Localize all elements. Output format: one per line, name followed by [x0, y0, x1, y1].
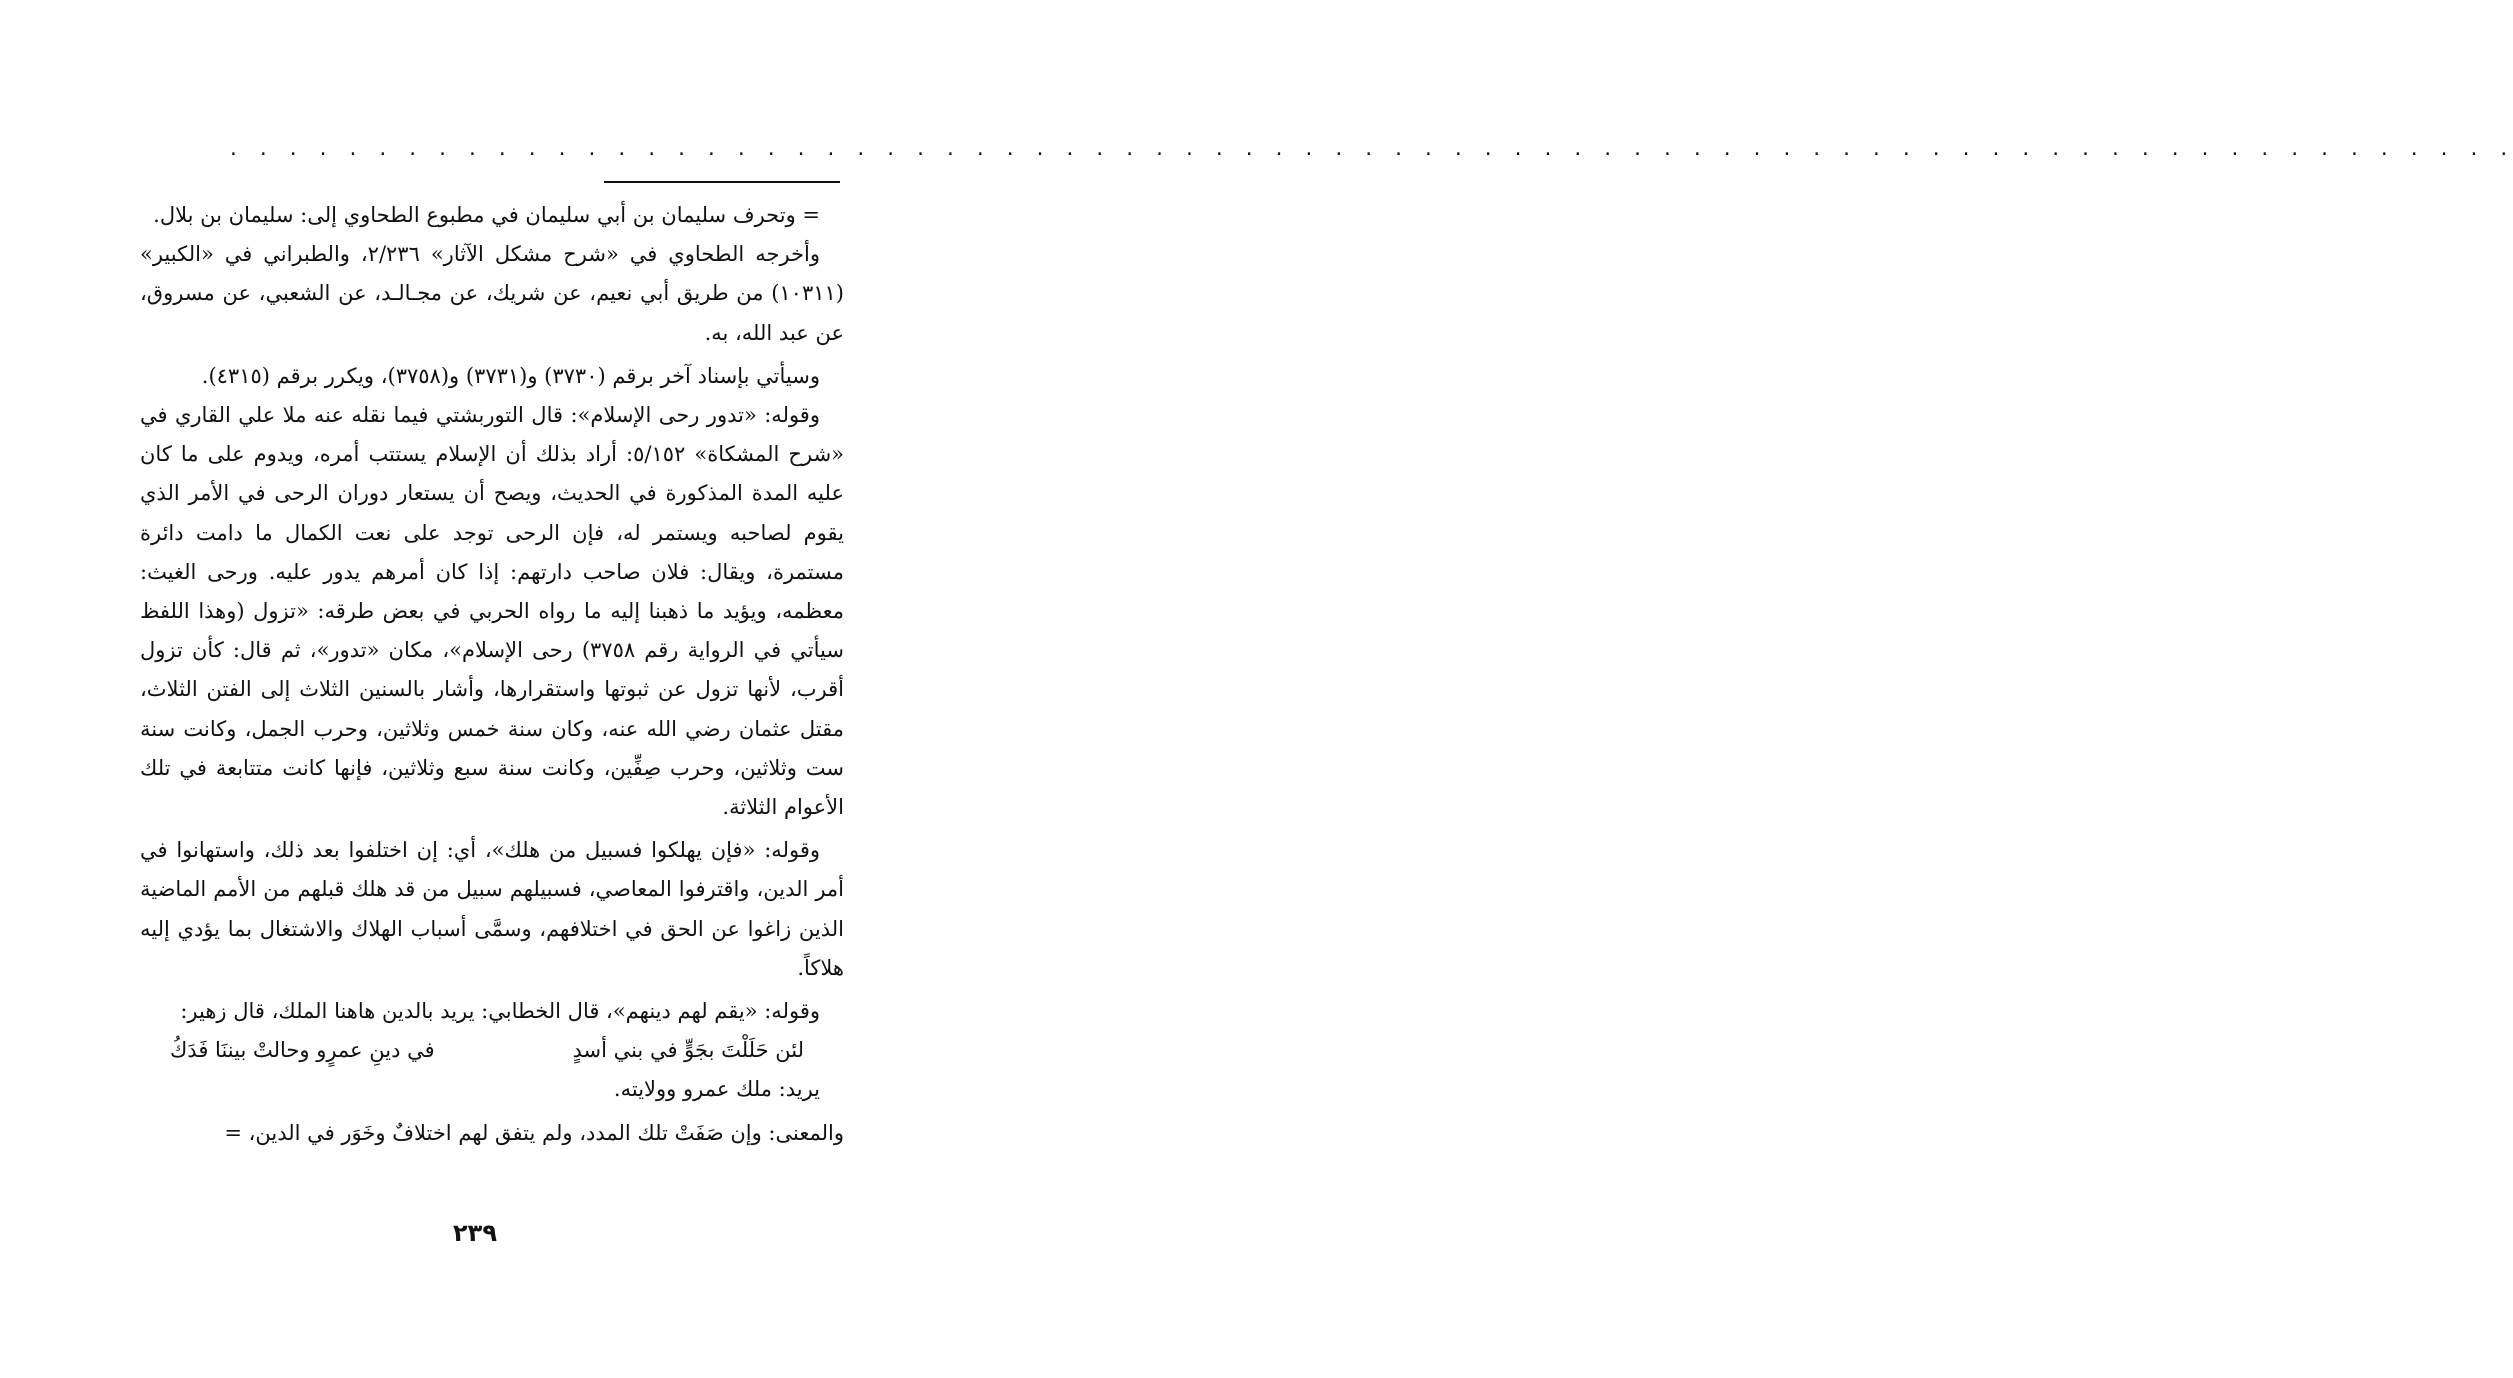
footnote-rule: [604, 181, 840, 183]
footnote-paragraph-3: وسيأتي بإسناد آخر برقم (٣٧٣٠) و(٣٧٣١) و(٣٧٥٨)، ويكرر برقم (٤٣١٥).: [201, 363, 820, 388]
page-number: ٢٣٩: [453, 1219, 497, 1247]
footnote-paragraph-5: وقوله: «فإن يهلكوا فسبيل من هلك»، أي: إن اختلفوا بعد ذلك، واستهانوا في أمر الدين، واقترفوا المعاصي، فسبيلهم سبيل من قد هلك قبلهم من الأمم الماضية الذين زاغوا عن الحق في اختلافهم، وسمَّى أسباب الهلاك والاشتغال بما يؤدي إليه هلاكاً.: [140, 838, 844, 980]
verse-second-hemistich: في دينِ عمرٍو وحالتْ بيننَا فَدَكُ: [170, 1038, 435, 1063]
footnote-paragraph-1: = وتحرف سليمان بن أبي سليمان في مطبوع الطحاوي إلى: سليمان بن بلال.: [153, 203, 820, 227]
poetry-verse: [140, 1031, 844, 1070]
footnote-paragraph-4: وقوله: «تدور رحى الإسلام»: قال التوربشتي فيما نقله عنه ملا علي القاري في «شرح المشكاة» ٥/١٥٢: أراد بذلك أن الإسلام يستتب أمره، ويدوم على ما كان عليه المدة المذكورة في الحديث، ويصح أن يستعار دوران الرحى في الأمر الذي يقوم لصاحبه ويستمر له، فإن الرحى توجد على نعت الكمال ما دامت دائرة مستمرة، ويقال: فلان صاحب دارتهم: إذا كان أمرهم يدور عليه. ورحى الغيث: معظمه، ويؤيد ما ذهبنا إليه ما رواه الحربي في بعض طرقه: «تزول (وهذا اللفظ سيأتي في الرواية رقم ٣٧٥٨) رحى الإسلام»، مكان «تدور»، ثم قال: كأن تزول أقرب، لأنها تزول عن ثبوتها واستقرارها، وأشار بالسنين الثلاث إلى الفتن الثلاث، مقتل عثمان رضي الله عنه، وكان سنة خمس وثلاثين، وحرب الجمل، وكانت سنة ست وثلاثين، وحرب صِفِّين، وكانت سنة سبع وثلاثين، فإنها كانت متتابعة في تلك الأعوام الثلاثة.: [140, 403, 845, 820]
dotted-separator: . . . . . . . . . . . . . . . . . . . . . . . . . . . . . . . . . . . . . . . . . . . . . . . . . . . . . . . . . . . . . . . . . . . . . . . . . . . . .: [228, 139, 2513, 160]
footnote-paragraph-8: والمعنى: وإن صَفَتْ تلك المدد، ولم يتفق لهم اختلافٌ وخَوَر في الدين، =: [224, 1120, 844, 1145]
footnote-paragraph-6: وقوله: «يقم لهم دينهم»، قال الخطابي: يريد بالدين هاهنا الملك، قال زهير:: [180, 999, 820, 1024]
footnote-paragraph-2: وأخرجه الطحاوي في «شرح مشكل الآثار» ٢/٢٣٦، والطبراني في «الكبير» (١٠٣١١) من طريق أبي نعيم، عن شريك، عن مجـالـد، عن الشعبي، عن مسروق، عن عبد الله، به.: [140, 242, 844, 345]
footnote-text: [140, 196, 844, 1153]
verse-first-hemistich: لئن حَلَلْتَ بجَوٍّ في بني أسدٍ: [572, 1038, 804, 1063]
footnote-paragraph-7: يريد: ملك عمرو وولايته.: [613, 1077, 820, 1102]
